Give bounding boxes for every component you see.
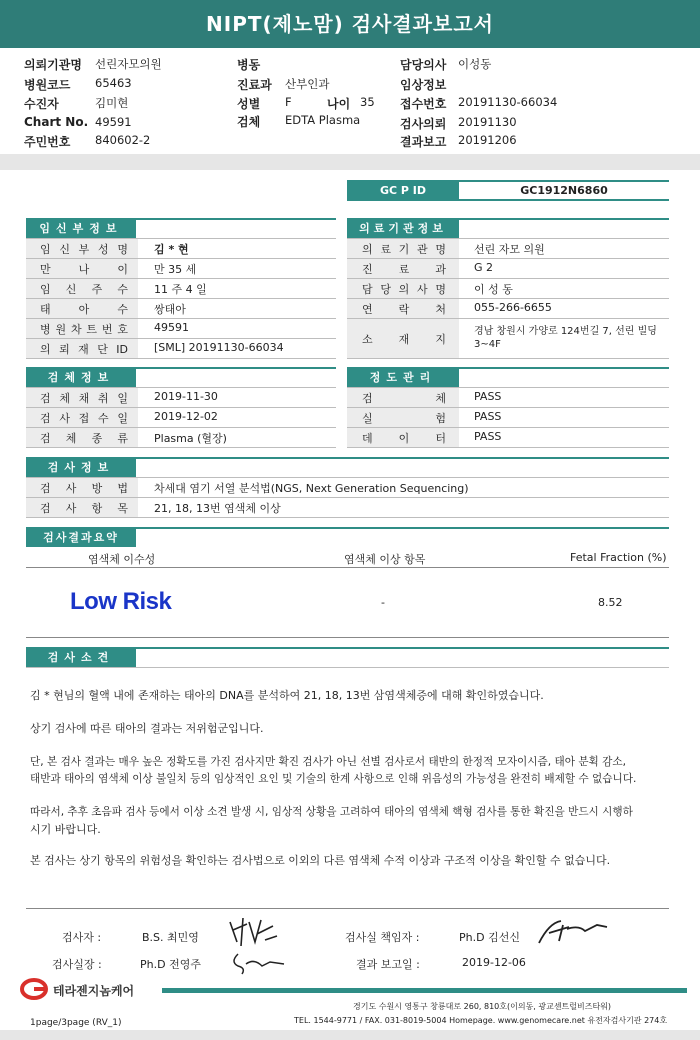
section-title-specimen: 검체정보 — [26, 369, 136, 387]
header-value-age: 35 — [360, 95, 375, 109]
header-key: 수진자 — [24, 97, 59, 111]
header-key: 주민번호 — [24, 135, 71, 149]
qc-value: PASS — [474, 430, 502, 443]
row-divider — [26, 278, 336, 279]
header-value: 20191206 — [458, 133, 517, 147]
header-key: 성별 — [237, 97, 261, 111]
summary-header-aneuploidy: 염색체 이수성 — [88, 553, 156, 566]
header-key: 담당의사 — [400, 58, 447, 72]
row-divider — [347, 258, 669, 259]
qc-key: 검 체 — [362, 392, 446, 405]
row-divider — [26, 338, 336, 339]
company-logo-icon — [20, 978, 50, 1000]
row-divider — [347, 318, 669, 319]
row-divider — [26, 517, 669, 518]
row-divider — [26, 637, 669, 638]
header-value: 840602-2 — [95, 133, 151, 147]
section-title-qc: 정도관리 — [347, 369, 459, 387]
header-value: 49591 — [95, 115, 132, 129]
pregnancy-value: 49591 — [154, 321, 189, 334]
findings-paragraph: 상기 검사에 따른 태아의 결과는 저위험군입니다. — [30, 722, 264, 735]
header-key: 병원코드 — [24, 78, 71, 92]
qc-value: PASS — [474, 390, 502, 403]
pregnancy-value: 김 * 현 — [154, 243, 189, 256]
header-key-age: 나이 — [327, 97, 351, 111]
row-divider — [26, 477, 669, 478]
patient-header — [0, 48, 700, 154]
header-value: 선린자모의원 — [95, 57, 162, 71]
test-value: 차세대 염기 서열 분석법(NGS, Next Generation Sequencing) — [154, 482, 469, 495]
row-divider — [26, 497, 669, 498]
row-divider — [26, 667, 669, 668]
header-value: 이성동 — [458, 57, 492, 71]
row-divider — [26, 258, 336, 259]
row-divider — [26, 238, 336, 239]
abnormal-value: - — [381, 596, 385, 609]
header-key: Chart No. — [24, 115, 89, 129]
specimen-key: 검 사 접 수 일 — [40, 412, 128, 425]
pregnancy-key: 태 아 수 — [40, 303, 128, 316]
head-signature — [228, 944, 288, 978]
header-key: 접수번호 — [400, 97, 447, 111]
footer-rule — [162, 988, 687, 993]
row-divider — [347, 427, 669, 428]
test-value: 21, 18, 13번 염색체 이상 — [154, 502, 281, 515]
pregnancy-key: 의 뢰 재 단 ID — [40, 343, 128, 356]
test-key: 검 사 항 목 — [40, 502, 128, 515]
header-key: 병동 — [237, 58, 261, 72]
institution-value: 선린 자모 의원 — [474, 243, 545, 256]
row-divider — [347, 358, 669, 359]
row-divider — [26, 298, 336, 299]
header-key: 임상정보 — [400, 78, 447, 92]
specimen-value: Plasma (혈장) — [154, 432, 227, 445]
row-divider — [26, 447, 336, 448]
qc-value: PASS — [474, 410, 502, 423]
report-sheet — [0, 170, 700, 1030]
header-key: 검체 — [237, 115, 261, 129]
section-title-findings: 검사소견 — [26, 649, 136, 667]
footer-address: 경기도 수원시 영통구 창룡대로 260, 810호(이의동, 광교센트럴비즈타워) — [353, 1002, 612, 1011]
institution-value: G 2 — [474, 261, 494, 274]
test-key: 검 사 방 법 — [40, 482, 128, 495]
row-divider — [347, 407, 669, 408]
institution-key: 소 재 지 — [362, 333, 446, 346]
institution-key: 연 락 처 — [362, 303, 446, 316]
summary-header-ff: Fetal Fraction (%) — [570, 551, 667, 564]
pregnancy-value: 쌍태아 — [154, 303, 186, 316]
institution-key: 진 료 과 — [362, 263, 446, 276]
specimen-value: 2019-11-30 — [154, 390, 218, 403]
pregnancy-key: 병 원 차 트 번 호 — [40, 323, 128, 336]
pregnancy-value: 11 주 4 일 — [154, 283, 207, 296]
gcpid-value: GC1912N6860 — [459, 180, 669, 201]
pregnancy-key: 만 나 이 — [40, 263, 128, 276]
header-key: 진료과 — [237, 78, 272, 92]
row-divider — [347, 447, 669, 448]
header-key: 결과보고 — [400, 135, 447, 149]
findings-paragraph: 단, 본 검사 결과는 매우 높은 정확도를 가진 검사지만 확진 검사가 아닌 선별 검사로서 태반의 한정적 모자이시즘, 태아 분획 감소, — [30, 756, 626, 768]
findings-paragraph: 김 * 현님의 혈액 내에 존재하는 태아의 DNA를 분석하여 21, 18, 13번 삼염색체증에 대해 확인하였습니다. — [30, 689, 544, 702]
pregnancy-value: 만 35 세 — [154, 263, 197, 276]
footer-contact: TEL. 1544-9771 / FAX. 031-8019-5004 Homepage. www.genomecare.net 유전자검사기관 274호 — [294, 1016, 668, 1025]
page-indicator: 1page/3page (RV_1) — [30, 1018, 122, 1028]
header-value: F — [285, 95, 292, 109]
row-divider — [26, 358, 336, 359]
pregnancy-value: [SML] 20191130-66034 — [154, 341, 284, 354]
row-divider — [26, 318, 336, 319]
row-divider — [26, 908, 669, 909]
institution-value: 055-266-6655 — [474, 301, 552, 314]
section-title-test: 검사정보 — [26, 459, 136, 477]
report-date: 2019-12-06 — [462, 956, 526, 969]
row-divider — [26, 387, 336, 388]
row-divider — [347, 238, 669, 239]
institution-value-line2: 3~4F — [474, 339, 501, 350]
specimen-value: 2019-12-02 — [154, 410, 218, 423]
institution-key: 의 료 기 관 명 — [362, 243, 446, 256]
header-key: 검사의뢰 — [400, 117, 447, 131]
institution-value: 경남 창원시 가양로 124번길 7, 선린 빌딩 — [474, 326, 657, 337]
specimen-key: 검 체 채 취 일 — [40, 392, 128, 405]
header-value: 산부인과 — [285, 77, 330, 91]
section-title-summary: 검사결과요약 — [26, 529, 136, 547]
chief-label: 검사실 책임자 : — [345, 931, 420, 944]
row-divider — [347, 298, 669, 299]
tester-label: 검사자 : — [62, 931, 102, 944]
company-name: 테라젠지놈케어 — [53, 984, 135, 998]
risk-result: Low Risk — [70, 588, 172, 615]
gcpid-label: GC P ID — [347, 180, 459, 201]
row-divider — [26, 567, 669, 568]
qc-key: 데 이 터 — [362, 432, 446, 445]
findings-paragraph: 시기 바랍니다. — [30, 823, 101, 836]
findings-paragraph: 태반과 태아의 염색체 이상 불일치 등의 임상적인 요인 및 기술의 한계 사항으로 인해 위음성의 가능성을 완전히 배제할 수 없습니다. — [30, 773, 637, 785]
row-divider — [26, 407, 336, 408]
section-title-institution: 의료기관정보 — [347, 220, 459, 238]
row-divider — [26, 427, 336, 428]
head-label: 검사실장 : — [52, 958, 102, 971]
findings-paragraph: 본 검사는 상기 항목의 위험성을 확인하는 검사법으로 이외의 다른 염색체 수적 이상과 구조적 이상을 확인할 수 없습니다. — [30, 854, 611, 867]
chief-name: Ph.D 김선신 — [459, 931, 520, 944]
header-key: 의뢰기관명 — [24, 58, 82, 72]
section-title-pregnancy: 임신부정보 — [26, 220, 136, 238]
pregnancy-key: 임 신 부 성 명 — [40, 243, 128, 256]
head-name: Ph.D 전영주 — [140, 958, 201, 971]
tester-name: B.S. 최민영 — [142, 931, 199, 944]
header-value: 김미현 — [95, 96, 129, 110]
chief-signature — [535, 915, 610, 947]
pregnancy-key: 임 신 주 수 — [40, 283, 128, 296]
fetal-fraction-value: 8.52 — [598, 596, 623, 609]
institution-key: 담 당 의 사 명 — [362, 283, 446, 296]
header-value: EDTA Plasma — [285, 113, 361, 127]
header-value: 20191130 — [458, 115, 517, 129]
findings-paragraph: 따라서, 추후 초음파 검사 등에서 이상 소견 발생 시, 임상적 상황을 고려하여 태아의 염색체 핵형 검사를 통한 확진을 반드시 시행하 — [30, 806, 633, 818]
header-value: 65463 — [95, 76, 132, 90]
row-divider — [347, 387, 669, 388]
institution-value: 이 성 동 — [474, 283, 513, 296]
report-date-label: 결과 보고일 : — [356, 958, 420, 971]
specimen-key: 검 체 종 류 — [40, 432, 128, 445]
row-divider — [347, 278, 669, 279]
header-value: 20191130-66034 — [458, 95, 558, 109]
summary-header-abnormal: 염색체 이상 항목 — [344, 553, 426, 566]
report-title: NIPT(제노맘) 검사결과보고서 — [0, 0, 700, 48]
qc-key: 실 험 — [362, 412, 446, 425]
